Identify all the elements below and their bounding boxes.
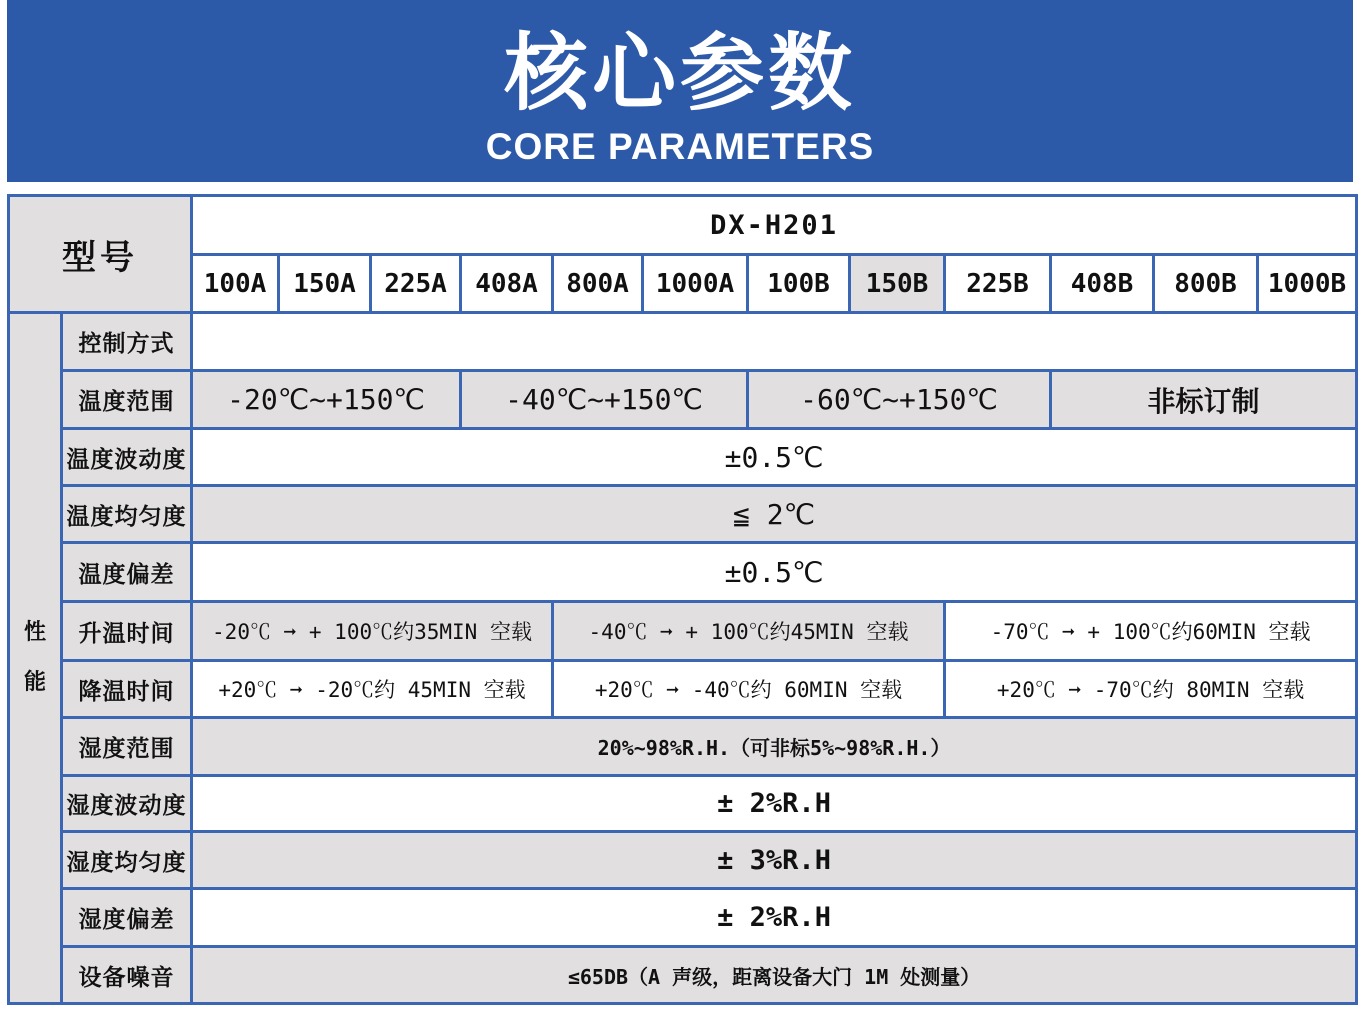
heat-time-value: -70℃ ➞ + 100℃约60MIN 空载 (945, 602, 1357, 661)
model-cell: 225A (371, 255, 461, 313)
row-label-humidity-uniformity: 湿度均匀度 (62, 832, 192, 889)
type-label: 型号 (62, 237, 138, 278)
heat-time-value: -40℃ ➞ + 100℃约45MIN 空载 (553, 602, 945, 661)
temp-range-value: -20℃~+150℃ (192, 371, 461, 429)
humidity-uniformity-value: ± 3%R.H (192, 832, 1357, 889)
model-cell: 1000A (643, 255, 748, 313)
model-cell: 150A (279, 255, 371, 313)
humidity-fluctuation-value: ± 2%R.H (192, 776, 1357, 832)
row-label-temp-fluctuation: 温度波动度 (62, 429, 192, 486)
row-label-noise: 设备噪音 (62, 947, 192, 1004)
model-cell: 408A (461, 255, 553, 313)
model-name-cell (192, 196, 1357, 255)
model-cell: 100B (748, 255, 850, 313)
header-banner (7, 0, 1353, 182)
cool-time-value: +20℃ ➞ -40℃约 60MIN 空载 (553, 661, 945, 718)
row-label-humidity-range: 湿度范围 (62, 718, 192, 776)
row-label-humidity-fluctuation: 湿度波动度 (62, 776, 192, 832)
heat-time-value: -20℃ ➞ + 100℃约35MIN 空载 (192, 602, 553, 661)
row-label-cool-time: 降温时间 (62, 661, 192, 718)
model-cell: 1000B (1258, 255, 1357, 313)
humidity-range-value: 20%~98%R.H.（可非标5%~98%R.H.） (192, 718, 1357, 776)
temp-range-value: -40℃~+150℃ (461, 371, 748, 429)
row-label-control: 控制方式 (62, 313, 192, 371)
temp-uniformity-value: ≦ 2℃ (192, 486, 1357, 543)
model-cell: 800A (553, 255, 643, 313)
model-name: DX-H201 (710, 209, 838, 241)
row-label-temp-deviation: 温度偏差 (62, 543, 192, 602)
row-label-humidity-deviation: 湿度偏差 (62, 889, 192, 947)
model-cell: 800B (1154, 255, 1258, 313)
temp-range-value: 非标订制 (1051, 371, 1357, 429)
row-label-temp-range: 温度范围 (62, 371, 192, 429)
temp-deviation-value: ±0.5℃ (192, 543, 1357, 602)
performance-label: 性 能 (23, 620, 46, 695)
model-cell: 408B (1051, 255, 1154, 313)
page-subtitle: CORE PARAMETERS (485, 126, 875, 167)
temp-range-value: -60℃~+150℃ (748, 371, 1051, 429)
cool-time-value: +20℃ ➞ -20℃约 45MIN 空载 (192, 661, 553, 718)
model-cell: 225B (945, 255, 1051, 313)
control-value (192, 313, 1357, 371)
model-cell: 150B (850, 255, 945, 313)
type-label-cell (9, 196, 192, 313)
humidity-deviation-value: ± 2%R.H (192, 889, 1357, 947)
cool-time-value: +20℃ ➞ -70℃约 80MIN 空载 (945, 661, 1357, 718)
parameters-table (7, 194, 1358, 1005)
performance-label-cell (9, 313, 62, 1004)
page-title: 核心参数 (503, 24, 856, 122)
row-label-temp-uniformity: 温度均匀度 (62, 486, 192, 543)
row-label-heat-time: 升温时间 (62, 602, 192, 661)
temp-fluctuation-value: ±0.5℃ (192, 429, 1357, 486)
model-cell: 100A (192, 255, 279, 313)
noise-value: ≤65DB（A 声级，距离设备大门 1M 处测量） (192, 947, 1357, 1004)
